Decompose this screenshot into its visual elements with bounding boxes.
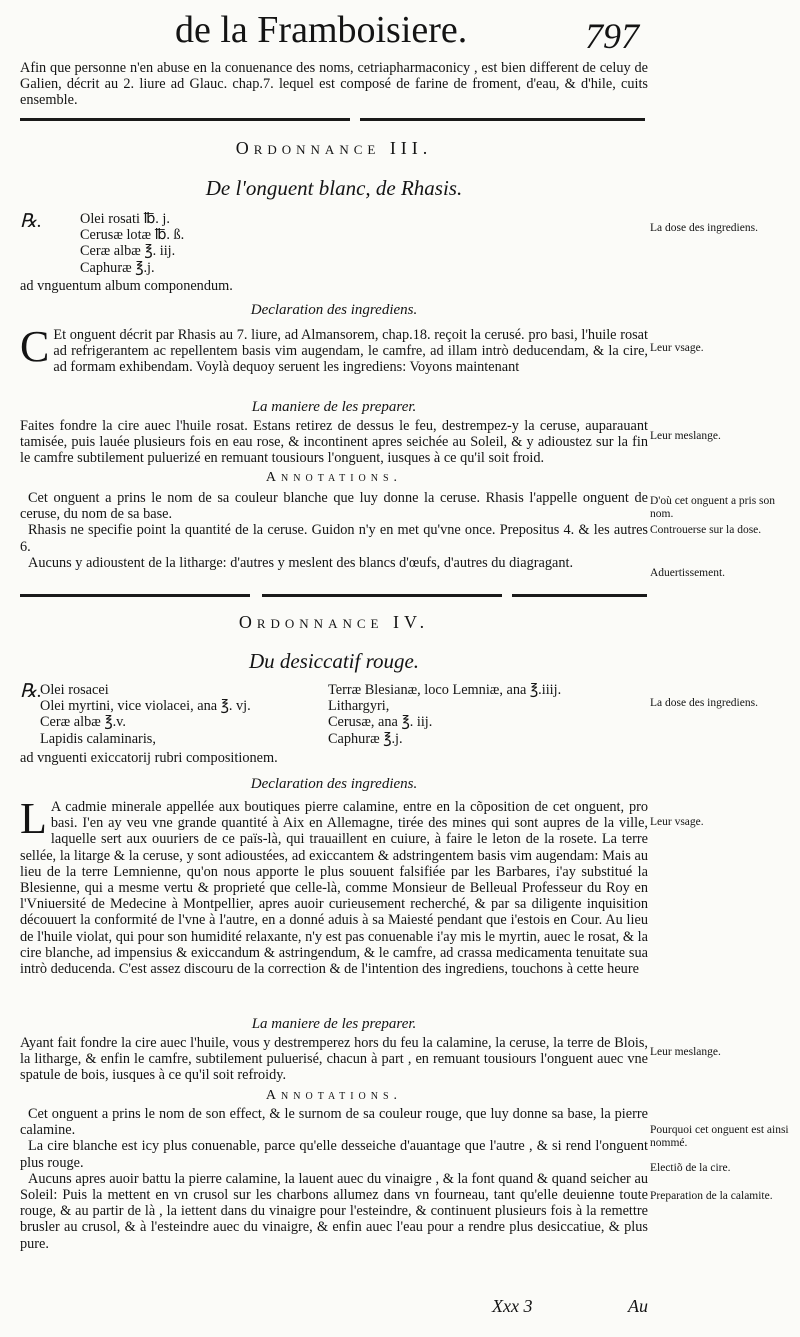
declaration-paragraph: L A cadmie minerale appellée aux boutiques pierre calamine, entre en la cõposition de cet onguent, pro basi. I'en ay veu vne grande quantité à Aix en Allemagne, tirée des mines qui sont aupres de la ville, laquelle sert aux ouuriers de ce païs-là, qui trauaillent en cuiure, à faire le leton de la rosete. La terre sellée, la litarge & la ceruse, y sont adioustées, ad exiccantem & adstringentem basis vim augendam: Mais au lieu de la terre Lemnienne, qu'on nous apporte le plus souuent falsifiée par les Barbares, i'ay substitué la Blesienne, qui a mesme vertu & proprieté que celle-là, comme Monsieur de Belleual Professeur du Roy en l'Vniuersité de Medecine à Montpellier, apres auoir curieusement recherché, & par sa diligente inquisition découuert la conformité de l'vne à l'autre, en a donné aduis à sa Maiesté pendant que i'estois en Cour. Au lieu de l'huile violat, qui pour son humidité relaxante, n'y est pas conuenable i'ay mis le myrtin, auec le rosat, & la cire blanche, ad impensius & exiccandum & astringendum, & le camfre, ad crassa medicamenta tenuitate sua intrò deducenda. C'est assez discouru de la correction & de l'intention des ingrediens, touchons à cette heure — [20, 794, 648, 978]
margin-note-origin: D'où cet onguent a pris son nom. — [650, 495, 776, 520]
annotations-title: Annotations. — [265, 1088, 403, 1103]
ordonnance-3-heading: Ordonnance III. — [235, 138, 433, 158]
preparation-paragraph: Faites fondre la cire auec l'huile rosat. Estans retirez de dessus le feu, destrempez-y la ceruse, auparauant tamisée, puis lauée plusieurs fois en eau rose, & incontinent apres seichée au Soleil, & y adioustez sur la fin le camfre subtilement puluerizé en remuant tousiours l'onguent, iusques à ce qu'il soit froid. — [20, 418, 648, 467]
preparation-title: La maniere de les preparer. — [251, 1016, 417, 1032]
recipe-line: Cerusæ, ana ℥. iij. — [328, 714, 433, 731]
recipe-line: Olei rosacei — [40, 682, 109, 698]
recipe-line: Terræ Blesianæ, loco Lemniæ, ana ℥.iiij. — [328, 682, 562, 698]
running-head: de la Framboisiere. — [175, 9, 468, 51]
recipe-symbol: ℞. — [20, 211, 42, 232]
signature-mark: Xxx 3 — [492, 1296, 533, 1316]
page-number: 797 — [585, 16, 639, 56]
ordonnance-4-recipe-left — [40, 682, 320, 747]
ordonnance-3-recipe — [80, 211, 380, 276]
annotation: Cet onguent a prins le nom de son effect, & le surnom de sa couleur rouge, que luy donne sa base, la pierre calamine. — [20, 1106, 648, 1139]
margin-note-mix: Leur meslange. — [650, 1046, 721, 1058]
ordonnance-4-recipe-right — [328, 682, 628, 747]
recipe-line: Caphuræ ℥.j. — [80, 259, 155, 276]
recipe-symbol: ℞. — [20, 681, 42, 702]
catchword: Au — [628, 1296, 648, 1316]
intro-paragraph: Afin que personne n'en abuse en la conuenance des noms, cetriapharmaconicy , est bien different de celuy de Galien, décrit au 2. liure ad Glauc. chap.7. lequel est composé de farine de froment, d'eau, & d'hile, cuits ensemble. — [20, 60, 648, 109]
annotations-title: Annotations. — [265, 470, 403, 485]
annotation: Aucuns y adioustent de la litharge: d'autres y meslent des blancs d'œufs, d'autres du diagragant. — [28, 554, 574, 571]
drop-cap: L — [20, 794, 47, 843]
section-rule — [360, 118, 645, 121]
annotation: Aucuns apres auoir battu la pierre calamine, la lauent auec du vinaigre , & la font quand & quand seicher au Soleil: Puis la mettent en vn crusol sur les charbons allumez dans vn fourneau, tant qu'elle deuienne toute rouge, & au partir de là , la iettent dans du vinaigre pour l'esteindre, & continuent plusieurs fois à la remettre brusler au crusol, & à l'esteindre auec du vinaigre, & enfin auec l'eau pour a rendre plus desiccatiue, & plus pure. — [20, 1170, 648, 1252]
margin-note-usage: Leur vsage. — [650, 342, 704, 354]
recipe-line: Lapidis calaminaris, — [40, 730, 156, 747]
margin-note-warning: Aduertissement. — [650, 567, 726, 579]
ordonnance-4-heading: Ordonnance IV. — [238, 612, 430, 632]
recipe-line: Olei rosati ℔. j. — [80, 211, 170, 227]
annotations-list — [20, 490, 648, 571]
margin-note-dose: La dose des ingrediens. — [650, 222, 758, 234]
annotation: Rhasis ne specifie point la quantité de la ceruse. Guidon n'y en met qu'vne once. Prepositus 4. & les autres 6. — [20, 522, 648, 555]
annotation: La cire blanche est icy plus conuenable, parce qu'elle desseiche d'auantage que l'autre , & si rend l'onguent plus rouge. — [20, 1138, 648, 1171]
declaration-title: Declaration des ingrediens. — [250, 776, 418, 792]
margin-note-preparation: Preparation de la calamite. — [650, 1190, 773, 1202]
declaration-title: Declaration des ingrediens. — [250, 302, 418, 318]
margin-note-controversy: Controuerse sur la dose. — [650, 524, 762, 536]
ordonnance-4-title: Du desiccatif rouge. — [248, 649, 420, 673]
recipe-line: Lithargyri, — [328, 698, 390, 715]
margin-note-why: Pourquoi cet onguent est ainsi nommé. — [650, 1124, 789, 1149]
declaration-paragraph: C Et onguent décrit par Rhasis au 7. liure, ad Almansorem, chap.18. reçoit la cerusé. pro basi, l'huile rosat ad refrigerantem ac repellentem basis vim augendam, le camfre, ad illam intrò deducendam, & la cire, ad formam exhibendam. Voylà dequoy seruent les ingrediens: Voyons maintenant — [20, 322, 648, 376]
drop-cap: C — [20, 322, 50, 371]
recipe-closing: ad vnguenti exiccatorij rubri compositionem. — [20, 750, 278, 766]
annotation: Cet onguent a prins le nom de sa couleur blanche que luy donne la ceruse. Rhasis l'appelle onguent de ceruse, du nom de sa base. — [20, 490, 648, 523]
margin-note-choice: Electiõ de la cire. — [650, 1162, 731, 1174]
section-rule — [20, 594, 250, 597]
margin-note-usage: Leur vsage. — [650, 816, 704, 828]
margin-note-dose: La dose des ingrediens. — [650, 697, 758, 709]
section-rule — [262, 594, 502, 597]
recipe-closing: ad vnguentum album componendum. — [20, 278, 233, 294]
section-rule — [512, 594, 647, 597]
preparation-title: La maniere de les preparer. — [251, 399, 417, 415]
annotations-list — [20, 1106, 648, 1252]
recipe-line: Ceræ albæ ℥. iij. — [80, 243, 176, 260]
ordonnance-3-title: De l'onguent blanc, de Rhasis. — [205, 176, 463, 200]
recipe-line: Caphuræ ℥.j. — [328, 730, 403, 747]
recipe-line: Cerusæ lotæ ℔. ß. — [80, 227, 185, 244]
recipe-line: Olei myrtini, vice violacei, ana ℥. vj. — [40, 698, 251, 715]
section-rule — [20, 118, 350, 121]
margin-note-mix: Leur meslange. — [650, 430, 721, 442]
preparation-paragraph: Ayant fait fondre la cire auec l'huile, vous y destremperez hors du feu la calamine, la ceruse, la terre de Blois, la litharge, & enfin le camfre, subtilement puluerisé, chacun à part , en remuant tousiours l'onguent auec vne spatule de bois, iusques à ce qu'il soit refroidy. — [20, 1035, 648, 1084]
recipe-line: Ceræ albæ ℥.v. — [40, 714, 126, 731]
